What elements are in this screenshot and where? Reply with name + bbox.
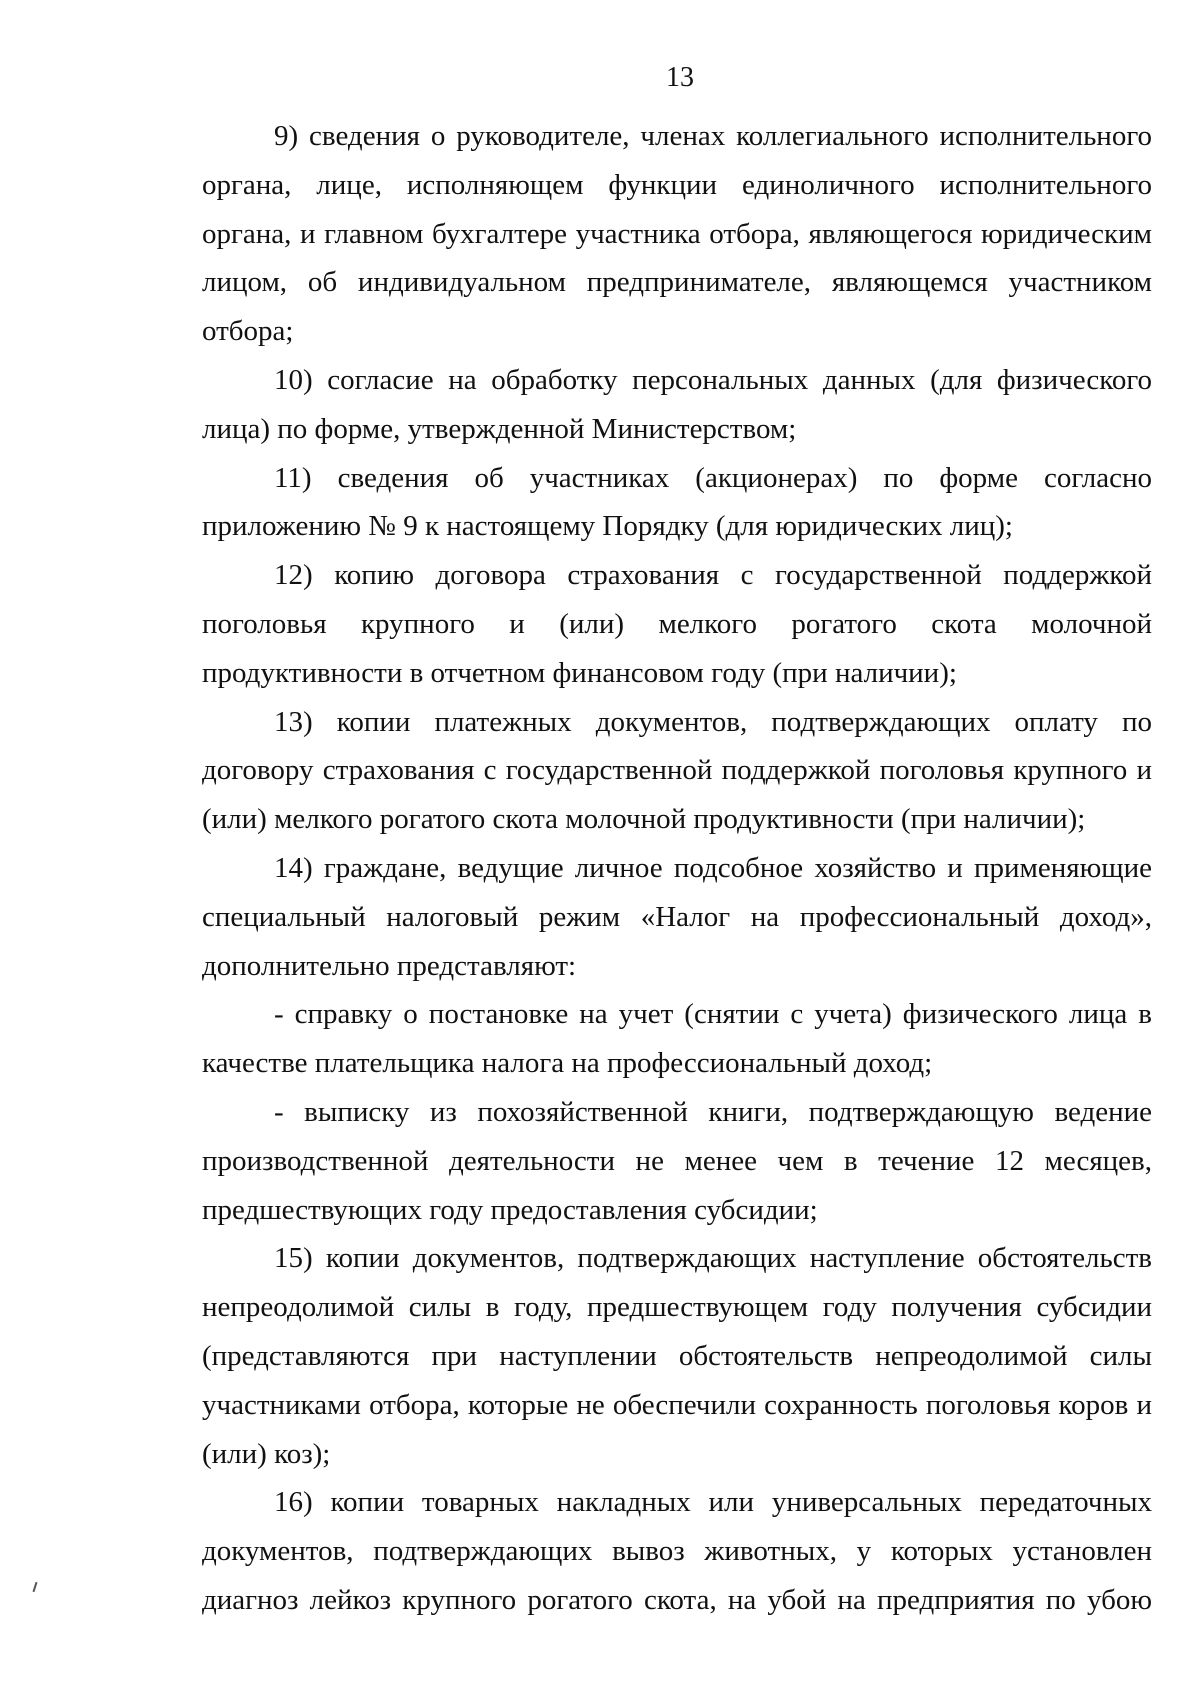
list-item-14: 14) граждане, ведущие личное подсобное хозяйство и применяющие специальный налоговый режим «Налог на профессиональный доход», дополнительно представляют:	[202, 851, 1152, 982]
list-item-15: 15) копии документов, подтверждающих наступление обстоятельств непреодолимой силы в году, предшествующем году получения субсидии (представляются при наступлении обстоятельств непреодолимой силы участниками отбора, которые не обеспечили сохранность поголовья коров и (или) коз);	[202, 1242, 1152, 1470]
document-body	[202, 112, 1152, 1625]
list-item-16: 16) копии товарных накладных или универсальных передаточных документов, подтверждающих вывоз животных, у которых установлен диагноз лейкоз крупного рогатого скота, на убой на предприятия по убою	[202, 1486, 1152, 1616]
sub-item-tax-certificate: - справку о постановке на учет (снятии с учета) физического лица в качестве плательщика налога на профессиональный доход;	[202, 998, 1152, 1080]
sub-item-household-book-extract: - выписку из похозяйственной книги, подтверждающую ведение производственной деятельности не менее чем в течение 12 месяцев, предшествующих году предоставления субсидии;	[202, 1095, 1152, 1226]
list-item-12: 12) копию договора страхования с государственной поддержкой поголовья крупного и (или) мелкого рогатого скота молочной продуктивности в отчетном финансовом году (при наличии);	[202, 559, 1152, 689]
list-item-13: 13) копии платежных документов, подтверждающих оплату по договору страхования с государственной поддержкой поголовья крупного и (или) мелкого рогатого скота молочной продуктивности (при наличии);	[202, 705, 1152, 836]
list-item-10: 10) согласие на обработку персональных данных (для физического лица) по форме, утвержденной Министерством;	[202, 363, 1152, 445]
page-number: 13	[666, 62, 694, 93]
scan-mark	[33, 1582, 38, 1592]
list-item-11: 11) сведения об участниках (акционерах) по форме согласно приложению № 9 к настоящему Порядку (для юридических лиц);	[202, 461, 1152, 543]
list-item-9: 9) сведения о руководителе, членах коллегиального исполнительного органа, лице, исполняющем функции единоличного исполнительного органа, и главном бухгалтере участника отбора, являющегося юридическим лицом, об индивидуальном предпринимателе, являющемся участником отбора;	[202, 120, 1152, 348]
